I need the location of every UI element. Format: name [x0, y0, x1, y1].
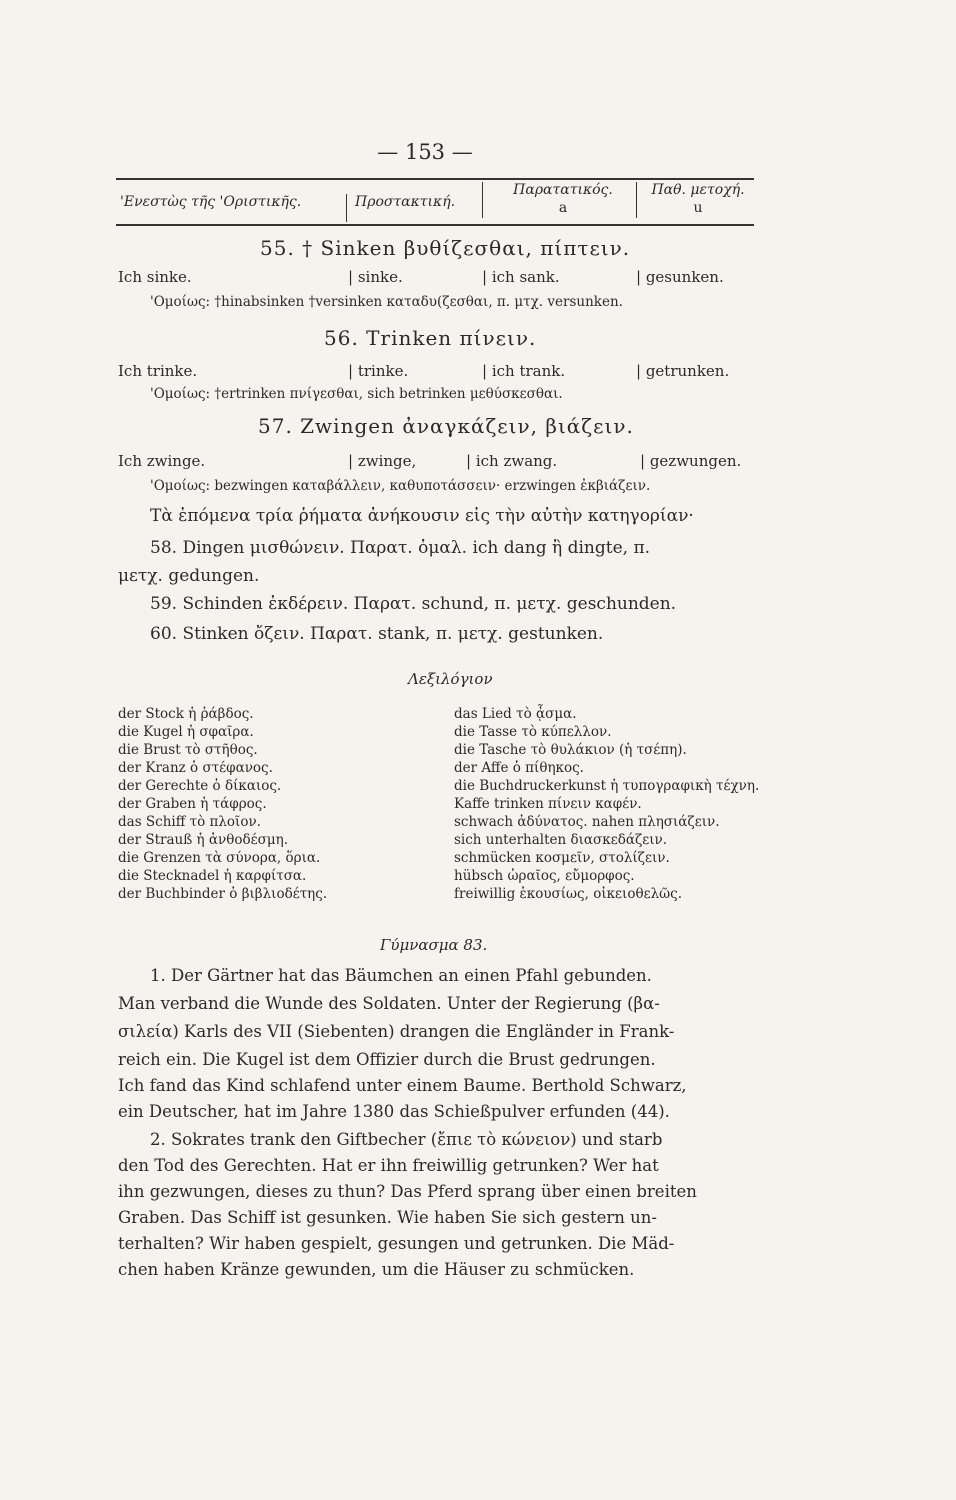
paragraph-line: 60. Stinken ὄζειν. Παρατ. stank, π. μετχ. gestunken. [150, 624, 604, 644]
exercise-line: reich ein. Die Kugel ist dem Offizier durch die Brust gedrungen. [118, 1050, 656, 1069]
vocab-entry: freiwillig ἑκουσίως, οἰκειοθελῶς. [454, 886, 683, 902]
verb-form-present: Ich zwinge. [118, 452, 206, 470]
verb-heading: 56. Trinken πίνειν. [324, 326, 537, 350]
exercise-line: den Tod des Gerechten. Hat er ihn freiwillig getrunken? Wer hat [118, 1156, 659, 1175]
header-divider [636, 182, 637, 218]
vocab-entry: die Kugel ἡ σφαῖρα. [118, 724, 254, 740]
verb-form-imperative: | sinke. [348, 268, 403, 286]
header-participle-label: Παθ. μετοχή. [651, 182, 745, 198]
verb-similar: 'Ομοίως: †ertrinken πνίγεσθαι, sich betrinken μεθύσκεσθαι. [150, 386, 563, 402]
vocab-entry: schmücken κοσμεῖν, στολίζειν. [454, 850, 670, 866]
verb-form-present: Ich trinke. [118, 362, 198, 380]
header-participle [648, 182, 748, 226]
exercise-line: ein Deutscher, hat im Jahre 1380 das Schießpulver erfunden (44). [118, 1102, 670, 1121]
exercise-line: Man verband die Wunde des Soldaten. Unter der Regierung (βα- [118, 994, 660, 1013]
exercise-line: 2. Sokrates trank den Giftbecher (ἔπιε τὸ κώνειον) und starb [150, 1130, 663, 1149]
exercise-line: terhalten? Wir haben gespielt, gesungen und getrunken. Die Mäd- [118, 1234, 675, 1253]
header-present: 'Ενεστὼς τῆς 'Οριστικῆς. [120, 194, 302, 210]
verb-heading: 57. Zwingen ἀναγκάζειν, βιάζειν. [258, 414, 634, 438]
vocab-entry: das Schiff τὸ πλοῖον. [118, 814, 261, 830]
vocab-entry: der Graben ἡ τάφρος. [118, 796, 267, 812]
header-imperfect [508, 182, 618, 226]
verb-form-present: Ich sinke. [118, 268, 192, 286]
verb-form-participle: | getrunken. [636, 362, 730, 380]
header-imperfect-label: Παρατατικός. [513, 182, 613, 198]
vocab-entry: der Strauß ἡ ἀνθοδέσμη. [118, 832, 289, 848]
header-participle-vowel: u [693, 200, 703, 216]
verb-form-imperfect: | ich sank. [482, 268, 560, 286]
exercise-line: σιλεία) Karls des VII (Siebenten) drangen die Engländer in Frank- [118, 1022, 675, 1041]
paragraph-line: 59. Schinden ἐκδέρειν. Παρατ. schund, π. μετχ. geschunden. [150, 594, 677, 614]
verb-form-imperative: | zwinge, [348, 452, 417, 470]
vocab-entry: schwach ἀδύνατος. nahen πλησιάζειν. [454, 814, 720, 830]
header-divider [482, 182, 483, 218]
conjugation-table-header [116, 178, 754, 226]
verb-form-participle: | gesunken. [636, 268, 724, 286]
paragraph-line: Τὰ ἑπόμενα τρία ῥήματα ἀνήκουσιν εἰς τὴν αὐτὴν κατηγορίαν· [150, 506, 694, 526]
exercise-line: chen haben Kränze gewunden, um die Häuser zu schmücken. [118, 1260, 635, 1279]
paragraph-line: μετχ. gedungen. [118, 566, 260, 586]
vocab-entry: das Lied τὸ ᾆσμα. [454, 706, 577, 722]
exercise-title: Γύμνασμα 83. [380, 936, 488, 954]
exercise-line: ihn gezwungen, dieses zu thun? Das Pferd sprang über einen breiten [118, 1182, 697, 1201]
vocab-entry: die Buchdruckerkunst ἡ τυπογραφικὴ τέχνη. [454, 778, 760, 794]
vocab-entry: hübsch ὡραῖος, εὔμορφος. [454, 868, 635, 884]
vocab-entry: der Stock ἡ ῥάβδος. [118, 706, 254, 722]
verb-form-imperative: | trinke. [348, 362, 409, 380]
vocab-entry: die Grenzen τὰ σύνορα, ὅρια. [118, 850, 321, 866]
vocab-entry: der Buchbinder ὁ βιβλιοδέτης. [118, 886, 328, 902]
verb-form-imperfect: | ich trank. [482, 362, 566, 380]
exercise-line: Graben. Das Schiff ist gesunken. Wie haben Sie sich gestern un- [118, 1208, 657, 1227]
verb-similar: 'Ομοίως: bezwingen καταβάλλειν, καθυποτάσσειν· erzwingen ἐκβιάζειν. [150, 478, 651, 494]
vocabulary-title: Λεξιλόγιον [408, 670, 493, 688]
vocab-entry: die Tasse τὸ κύπελλον. [454, 724, 612, 740]
vocab-entry: die Brust τὸ στῆθος. [118, 742, 258, 758]
vocab-entry: die Stecknadel ἡ καρφίτσα. [118, 868, 307, 884]
page-number: — 153 — [377, 140, 473, 164]
header-imperfect-vowel: a [558, 200, 568, 216]
vocab-entry: die Tasche τὸ θυλάκιον (ἡ τσέπη). [454, 742, 687, 758]
verb-similar: 'Ομοίως: †hinabsinken †versinken καταδυ(ζεσθαι, π. μτχ. versunken. [150, 294, 623, 310]
vocab-entry: der Kranz ὁ στέφανος. [118, 760, 273, 776]
paragraph-line: 58. Dingen μισθώνειν. Παρατ. ὁμαλ. ich dang ἢ dingte, π. [150, 538, 651, 558]
exercise-line: 1. Der Gärtner hat das Bäumchen an einen Pfahl gebunden. [150, 966, 652, 985]
verb-form-imperfect: | ich zwang. [466, 452, 558, 470]
header-imperative: Προστακτική. [346, 194, 455, 222]
vocab-entry: der Gerechte ὁ δίκαιος. [118, 778, 282, 794]
vocab-entry: der Affe ὁ πίθηκος. [454, 760, 584, 776]
vocab-entry: Kaffe trinken πίνειν καφέν. [454, 796, 642, 812]
exercise-line: Ich fand das Kind schlafend unter einem Baume. Berthold Schwarz, [118, 1076, 687, 1095]
verb-form-participle: | gezwungen. [640, 452, 742, 470]
verb-heading: 55. † Sinken βυθίζεσθαι, πίπτειν. [260, 236, 631, 260]
vocab-entry: sich unterhalten διασκεδάζειν. [454, 832, 668, 848]
